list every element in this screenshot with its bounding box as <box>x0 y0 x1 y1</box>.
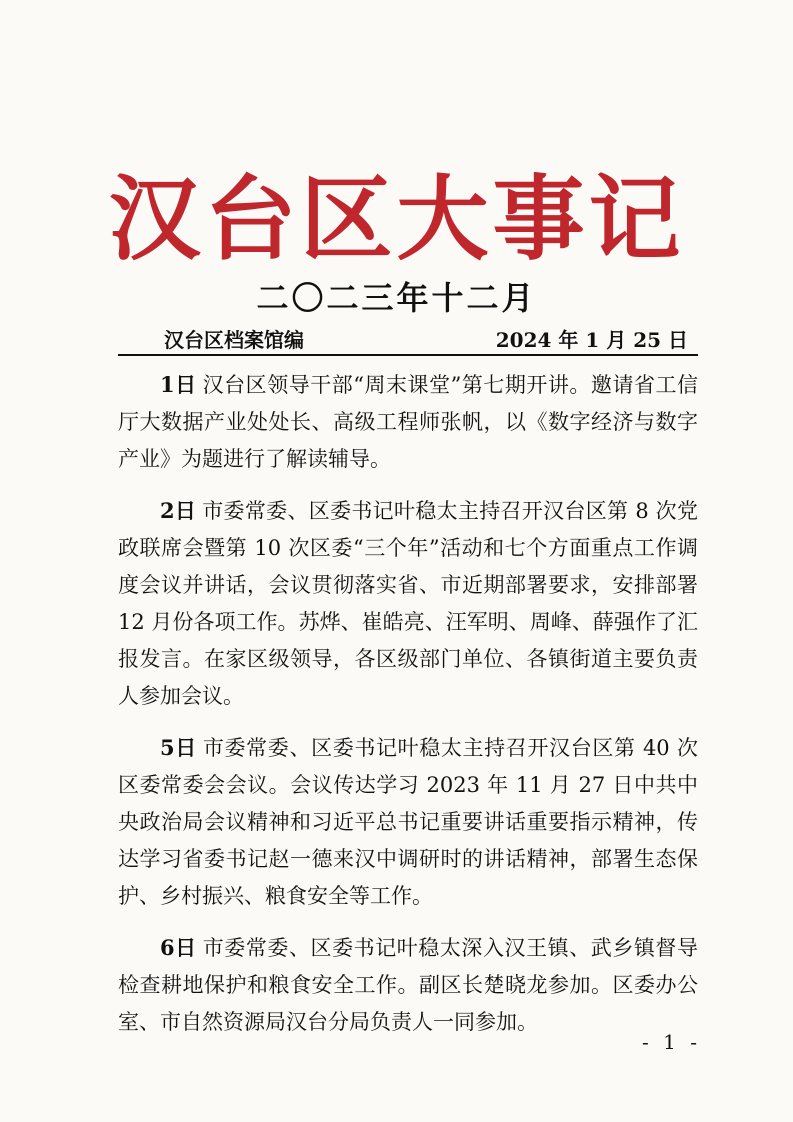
entry-day: 1日 <box>160 372 197 397</box>
entry-day: 6日 <box>160 935 197 960</box>
chronicle-entry <box>118 729 698 915</box>
masthead-title: 汉台区大事记 <box>108 166 685 273</box>
editor-date-line <box>118 328 698 356</box>
entry-day: 2日 <box>160 498 197 523</box>
publish-date: 2024 年 1 月 25 日 <box>495 328 688 352</box>
entry-day: 5日 <box>160 735 197 760</box>
chronicle-entry <box>118 929 698 1041</box>
entry-text: 市委常委、区委书记叶稳太主持召开汉台区第 40 次区委常委会会议。会议传达学习 2023 年 11 月 27 日中共中央政治局会议精神和习近平总书记重要讲话重要指示精神，传达学习省委书记赵一德来汉中调研时的讲话精神，部署生态保护、乡村振兴、粮食安全等工作。 <box>118 736 698 908</box>
entry-text: 汉台区领导干部“周末课堂”第七期开讲。邀请省工信厅大数据产业处处长、高级工程师张帆，以《数字经济与数字产业》为题进行了解读辅导。 <box>118 373 698 471</box>
page-number: - 1 - <box>642 1030 701 1054</box>
chronicle-entry <box>118 492 698 715</box>
issue-month: 二〇二三年十二月 <box>256 279 537 317</box>
chronicle-entry <box>118 366 698 478</box>
entry-text: 市委常委、区委书记叶稳太深入汉王镇、武乡镇督导检查耕地保护和粮食安全工作。副区长楚晓龙参加。区委办公室、市自然资源局汉台分局负责人一同参加。 <box>118 936 698 1034</box>
editor-name: 汉台区档案馆编 <box>164 328 304 352</box>
entry-text: 市委常委、区委书记叶稳太主持召开汉台区第 8 次党政联席会暨第 10 次区委“三个年”活动和七个方面重点工作调度会议并讲话，会议贯彻落实省、市近期部署要求，安排部署 12 月份各项工作。苏烨、崔皓亮、汪军明、周峰、薛强作了汇报发言。在家区级领导，各区级部门单位、各镇街道主要负责人参加会议。 <box>118 499 698 708</box>
chronicle-body <box>118 366 698 1055</box>
